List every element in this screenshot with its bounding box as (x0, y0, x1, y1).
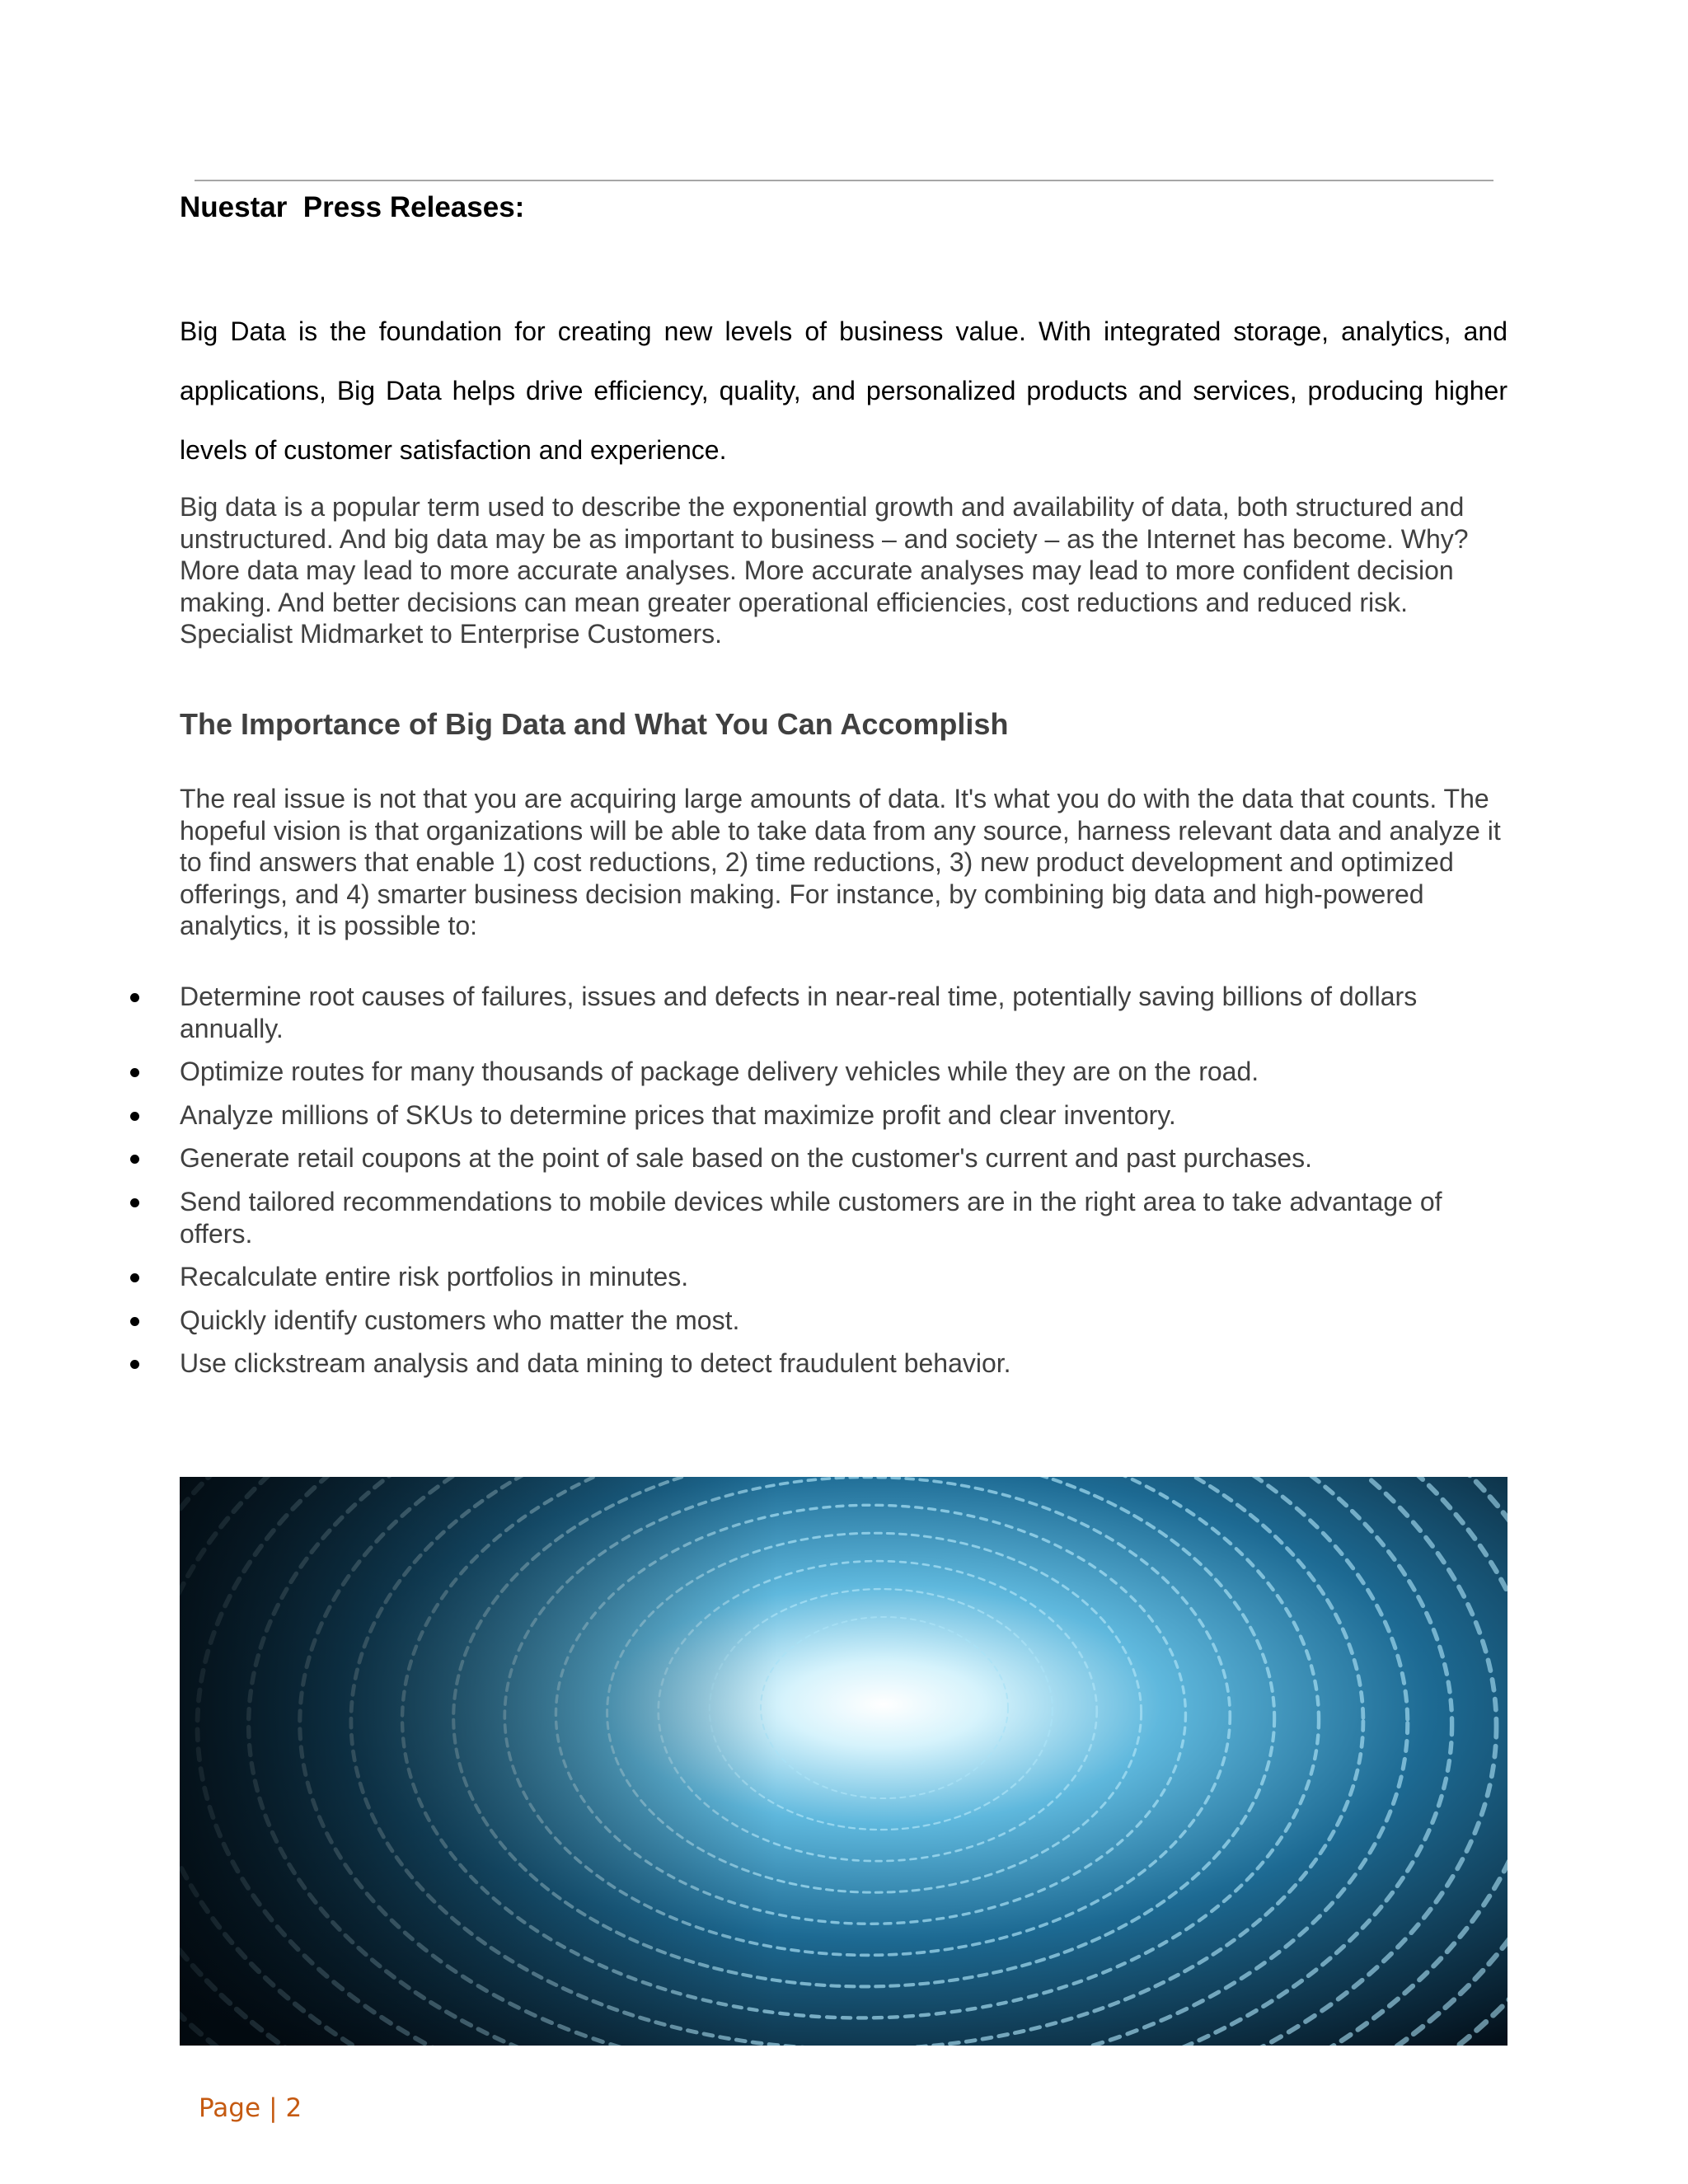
list-item (0, 1347, 1513, 1380)
page-label: Page (199, 2093, 261, 2123)
document-title: Nuestar Press Releases: (180, 191, 525, 223)
list-item-text: Use clickstream analysis and data mining to detect fraudulent behavior. (180, 1348, 1011, 1379)
list-item-text: Recalculate entire risk portfolios in minutes. (180, 1262, 689, 1292)
bullet-icon (130, 1155, 139, 1164)
list-item-text: Analyze millions of SKUs to determine prices that maximize profit and clear inventory. (180, 1099, 1176, 1130)
binary-data-tunnel-image (180, 1477, 1507, 2046)
list-item (0, 1261, 1513, 1293)
capabilities-list (0, 981, 1688, 1391)
bullet-icon (130, 1317, 139, 1326)
page-footer (199, 2093, 302, 2123)
page-number: 2 (285, 2093, 302, 2123)
bullet-icon (130, 993, 139, 1002)
section-paragraph: The real issue is not that you are acquiring large amounts of data. It's what you do with the data that counts. The hopeful vision is that organizations will be able to take data from any source, harness relevant data and analyze it to find answers that enable 1) cost reductions, 2) time reductions, 3) new product development and optimized offerings, and 4) smarter business decision making. For instance, by combining big data and high-powered analytics, it is possible to: (180, 784, 1501, 941)
bullet-icon (130, 1198, 139, 1207)
list-item-text: Generate retail coupons at the point of sale based on the customer's current and past purchases. (180, 1143, 1313, 1174)
list-item-text: Optimize routes for many thousands of package delivery vehicles while they are on the road. (180, 1057, 1259, 1087)
list-item (0, 1142, 1513, 1174)
big-data-definition-paragraph: Big data is a popular term used to describe the exponential growth and availability of data, both structured and unstructured. And big data may be as important to business – and society – as the Internet has become. Why? More data may lead to more accurate analyses. More accurate analyses may lead to more confident decision making. And better decisions can mean greater operational efficiencies, cost reductions and reduced risk. Specialist Midmarket to Enterprise Customers. (180, 492, 1469, 649)
list-item (0, 1056, 1513, 1088)
tunnel-shade (180, 1477, 1507, 2046)
bullet-icon (130, 1273, 139, 1282)
tunnel-graphic (180, 1477, 1507, 2046)
page-separator: | (269, 2093, 278, 2123)
bullet-icon (130, 1068, 139, 1077)
list-item (0, 1099, 1513, 1132)
bullet-icon (130, 1360, 139, 1369)
list-item-text: Determine root causes of failures, issues and defects in near-real time, potentially saving billions of dollars annually. (180, 982, 1418, 1043)
list-item-text: Send tailored recommendations to mobile devices while customers are in the right area to take advantage of offers. (180, 1186, 1442, 1249)
bullet-icon (130, 1112, 139, 1121)
list-item (0, 981, 1513, 1044)
list-item-text: Quickly identify customers who matter the most. (180, 1305, 740, 1335)
header-divider (195, 180, 1493, 181)
list-item (0, 1186, 1513, 1249)
list-item (0, 1305, 1513, 1337)
section-heading: The Importance of Big Data and What You Can Accomplish (180, 707, 1009, 741)
intro-paragraph: Big Data is the foundation for creating new levels of business value. With integrated storage, analytics, and applications, Big Data helps drive efficiency, quality, and personalized products and services, producing higher levels of customer satisfaction and experience. (180, 316, 1507, 465)
